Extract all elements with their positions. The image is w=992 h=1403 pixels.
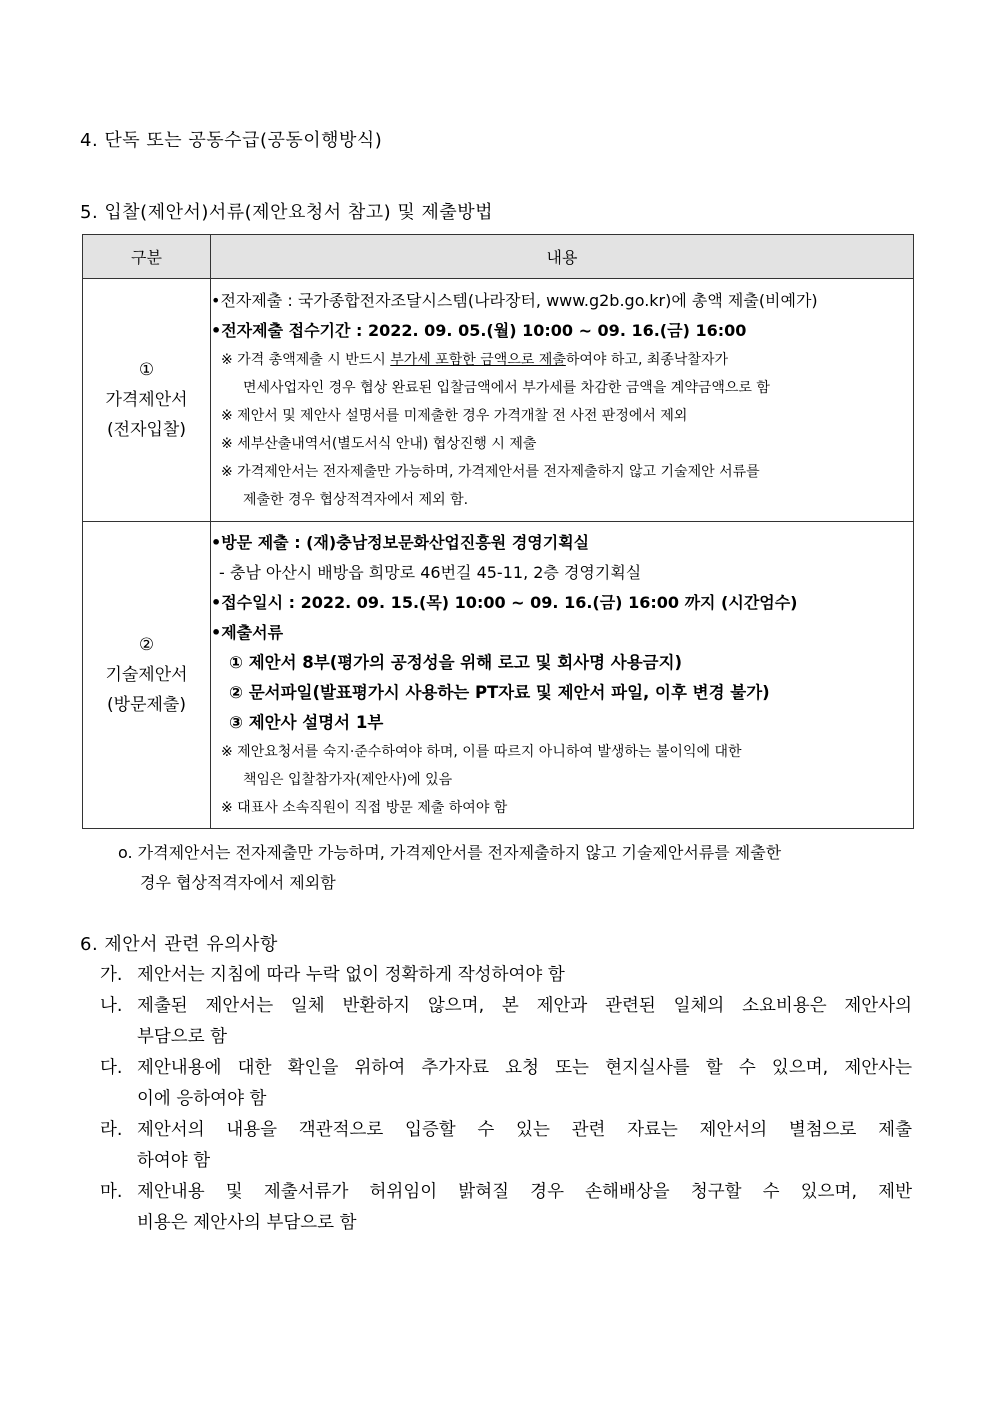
electronic-submission-line: •전자제출 : 국가종합전자조달시스템(나라장터, www.g2b.go.kr)에 총액 제출(비예가) bbox=[211, 291, 818, 310]
document-item-1: ① 제안서 8부(평가의 공정성을 위해 로고 및 회사명 사용금지) bbox=[229, 653, 683, 672]
section-6-heading: 6. 제안서 관련 유의사항 bbox=[80, 934, 278, 955]
section-5-heading: 5. 입찰(제안서)서류(제안요청서 참고) 및 제출방법 bbox=[80, 202, 494, 223]
category-label: 가격제안서 bbox=[105, 390, 188, 410]
list-item: 마. 제안내용 및 제출서류가 허위임이 밝혀질 경우 손해배상을 청구할 수 있으며, 제반 비용은 제안사의 부담으로 함 bbox=[100, 1182, 912, 1233]
technical-note-1-continued: 책임은 입찰참가자(제안사)에 있음 bbox=[243, 772, 453, 788]
category-mark: ② bbox=[138, 635, 155, 655]
category-technical-proposal bbox=[83, 522, 211, 829]
visit-submission-line: •방문 제출 : (재)충남정보문화산업진흥원 경영기획실 bbox=[211, 533, 590, 552]
submission-table bbox=[82, 234, 914, 829]
category-price-proposal bbox=[83, 279, 211, 522]
price-note-2: ※ 제안서 및 제안사 설명서를 미제출한 경우 가격개찰 전 사전 판정에서 제외 bbox=[221, 408, 688, 424]
section-4-heading: 4. 단독 또는 공동수급(공동이행방식) bbox=[80, 130, 383, 151]
document-item-3: ③ 제안사 설명서 1부 bbox=[229, 713, 384, 732]
header-category: 구분 bbox=[83, 235, 211, 279]
documents-title: •제출서류 bbox=[211, 623, 284, 642]
technical-note-2: ※ 대표사 소속직원이 직접 방문 제출 하여야 함 bbox=[221, 800, 508, 816]
electronic-period-line: •전자제출 접수기간 : 2022. 09. 05.(월) 10:00 ~ 09. 16.(금) 16:00 bbox=[211, 321, 747, 340]
caution-list bbox=[100, 960, 912, 1239]
list-item: 다. 제안내용에 대한 확인을 위하여 추가자료 요청 또는 현지실사를 할 수 있으며, 제안사는 이에 응하여야 함 bbox=[100, 1058, 912, 1109]
reception-period-line: •접수일시 : 2022. 09. 15.(목) 10:00 ~ 09. 16.(금) 16:00 까지 (시간엄수) bbox=[211, 593, 798, 612]
list-item: 라. 제안서의 내용을 객관적으로 입증할 수 있는 관련 자료는 제안서의 별첨으로 제출 하여야 함 bbox=[100, 1120, 912, 1171]
header-content: 내용 bbox=[211, 235, 914, 279]
category-label: 기술제안서 bbox=[105, 665, 188, 685]
price-note-1: ※ 가격 총액제출 시 반드시 부가세 포함한 금액으로 제출하여야 하고, 최종낙찰자가 bbox=[221, 352, 728, 368]
list-item: 나. 제출된 제안서는 일체 반환하지 않으며, 본 제안과 관련된 일체의 소요비용은 제안사의 부담으로 함 bbox=[100, 996, 912, 1047]
content-technical-proposal bbox=[211, 522, 914, 829]
technical-note-1: ※ 제안요청서를 숙지·준수하여야 하며, 이를 따르지 아니하여 발생하는 불이익에 대한 bbox=[221, 744, 742, 760]
underlined-vat-text: 부가세 포함한 금액으로 제출 bbox=[390, 352, 566, 368]
price-note-4: ※ 가격제안서는 전자제출만 가능하며, 가격제안서를 전자제출하지 않고 기술제안 서류를 bbox=[221, 464, 760, 480]
table-row-technical bbox=[83, 522, 914, 829]
content-price-proposal bbox=[211, 279, 914, 522]
category-sublabel: (전자입찰) bbox=[107, 420, 186, 440]
list-item: 가. 제안서는 지침에 따라 누락 없이 정확하게 작성하여야 함 bbox=[100, 965, 565, 985]
table-footnote: o. 가격제안서는 전자제출만 가능하며, 가격제안서를 전자제출하지 않고 기술제안서류를 제출한 경우 협상적격자에서 제외함 bbox=[118, 843, 782, 892]
price-note-1-continued: 면세사업자인 경우 협상 완료된 입찰금액에서 부가세를 차감한 금액을 계약금액으로 함 bbox=[243, 380, 770, 396]
category-sublabel: (방문제출) bbox=[107, 695, 186, 715]
table-header-row bbox=[83, 235, 914, 279]
price-note-3: ※ 세부산출내역서(별도서식 안내) 협상진행 시 제출 bbox=[221, 436, 537, 452]
price-note-4-continued: 제출한 경우 협상적격자에서 제외 함. bbox=[243, 492, 469, 508]
address-line: - 충남 아산시 배방읍 희망로 46번길 45-11, 2층 경영기획실 bbox=[219, 563, 642, 582]
table-row-price bbox=[83, 279, 914, 522]
document-item-2: ② 문서파일(발표평가시 사용하는 PT자료 및 제안서 파일, 이후 변경 불가) bbox=[229, 683, 770, 702]
category-mark: ① bbox=[138, 360, 155, 380]
